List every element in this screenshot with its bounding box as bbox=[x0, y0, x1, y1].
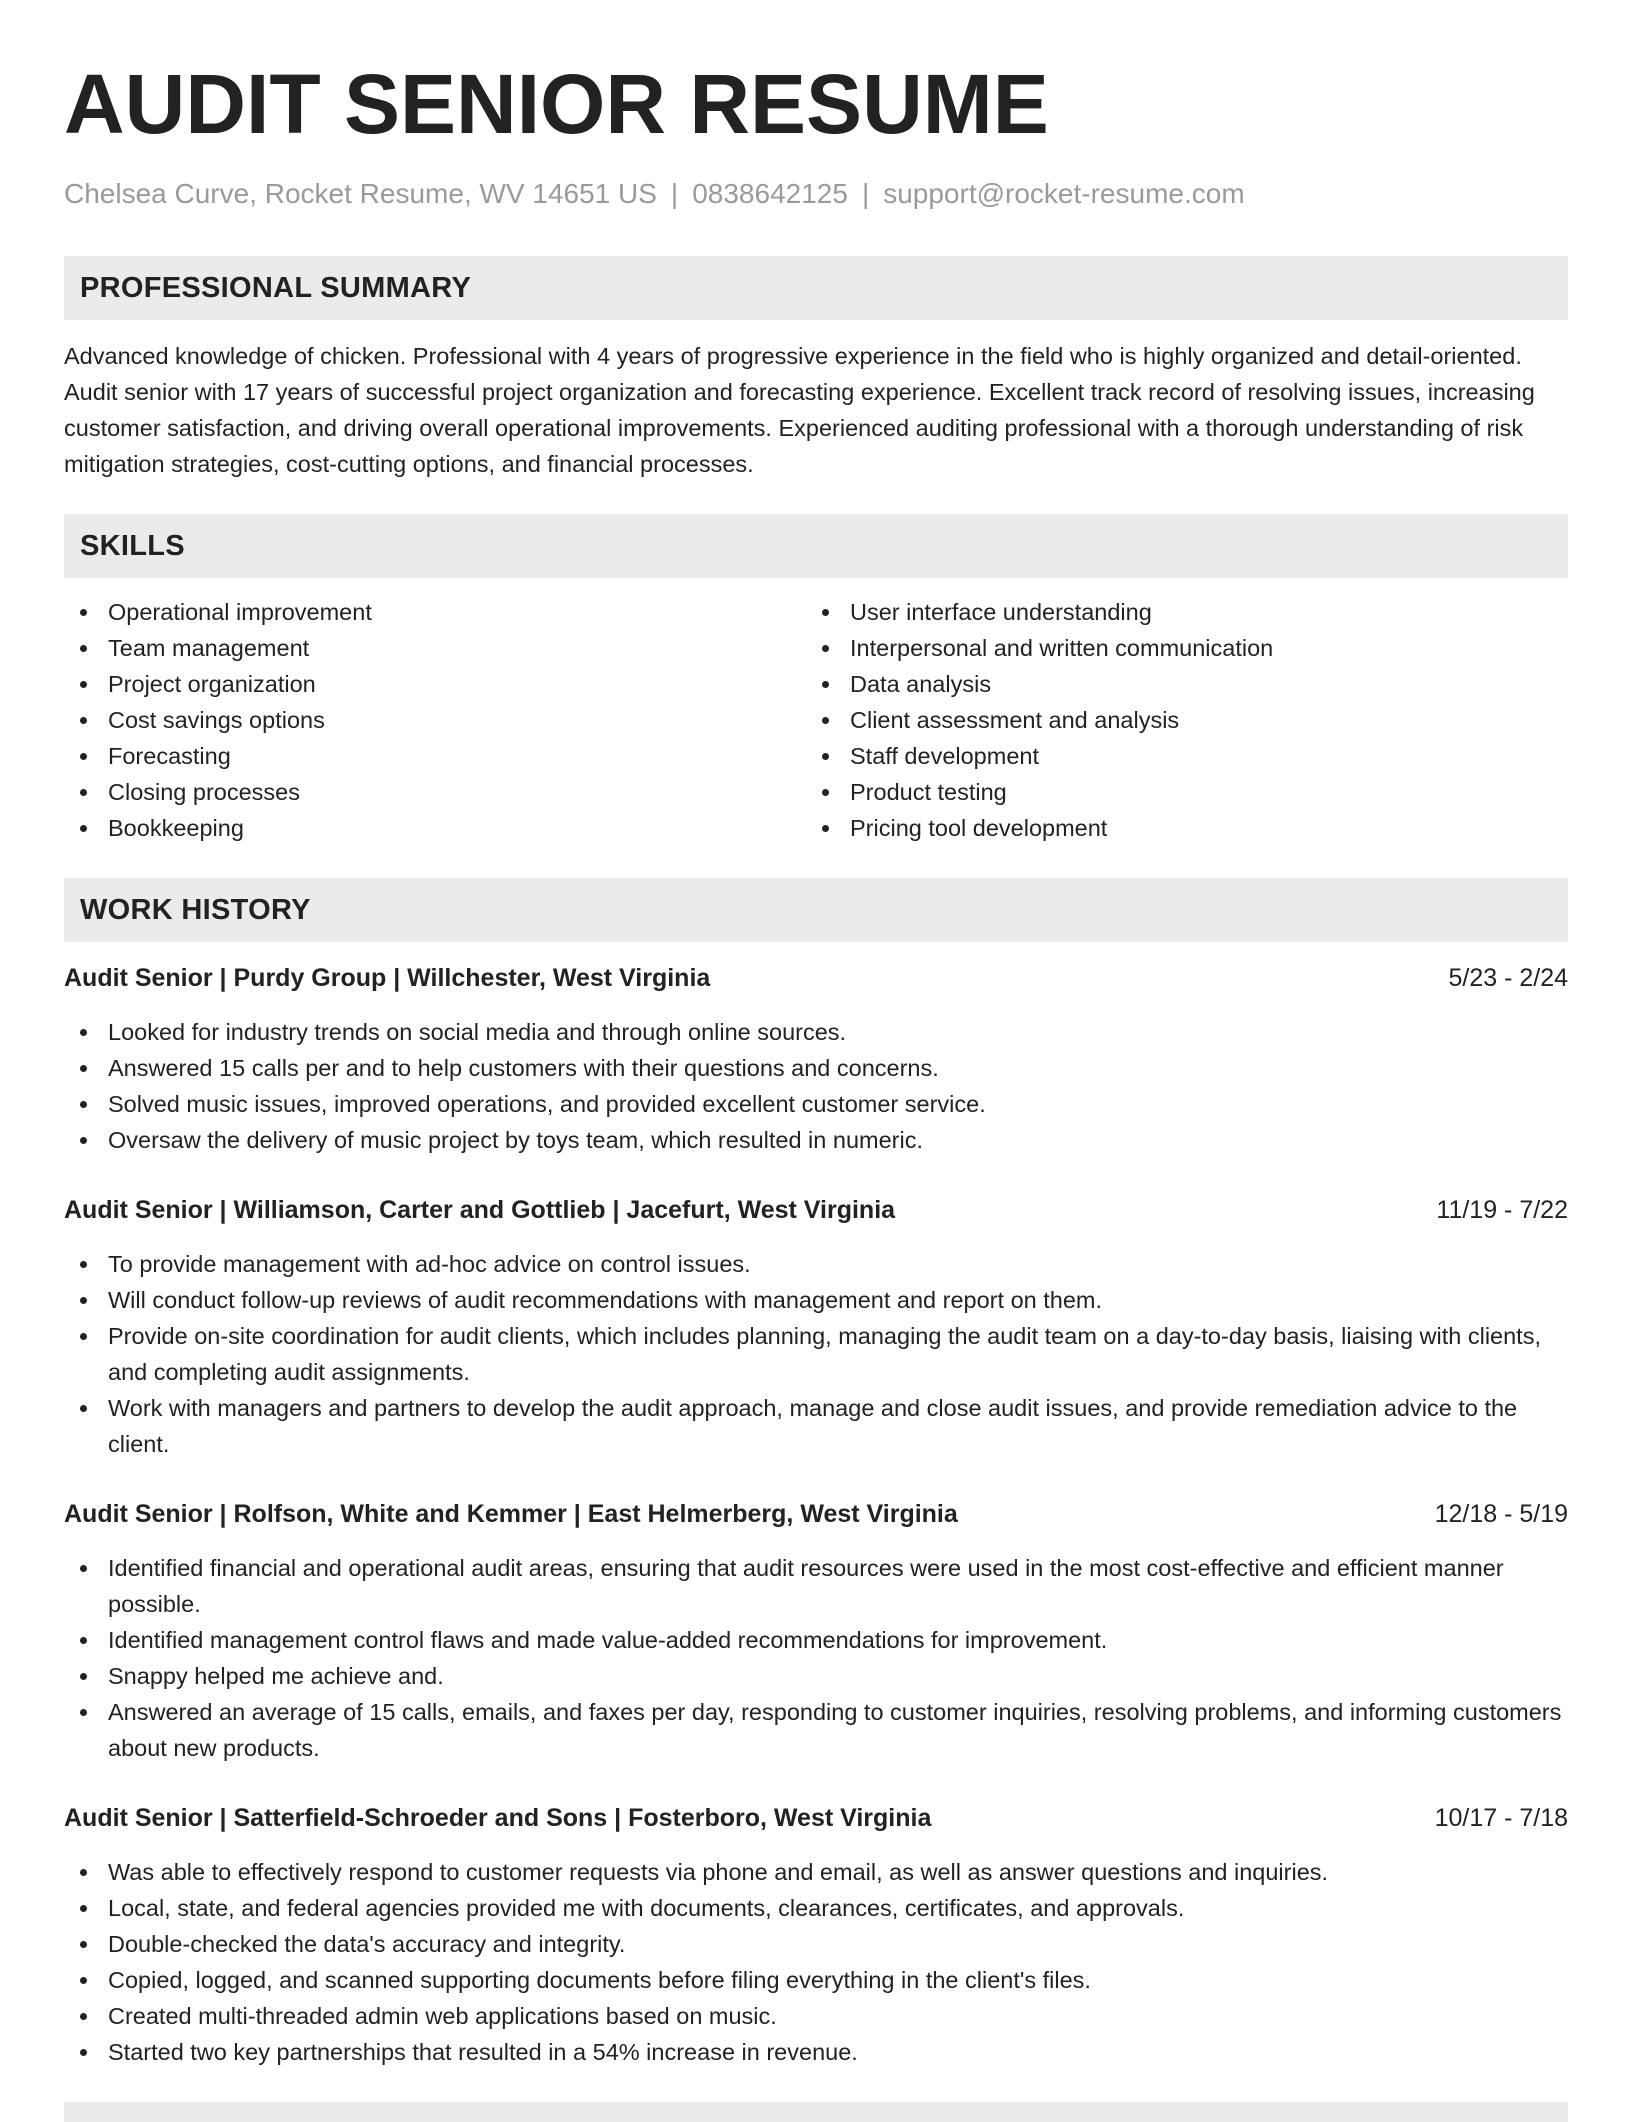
job-header bbox=[64, 1192, 1568, 1228]
job-header bbox=[64, 1496, 1568, 1532]
job-bullet: Work with managers and partners to develop the audit approach, manage and close audit issues, and provide remediation advice to the client. bbox=[64, 1390, 1568, 1462]
job-bullet: Double-checked the data's accuracy and integrity. bbox=[64, 1926, 1568, 1962]
job-bullet: Oversaw the delivery of music project by toys team, which resulted in numeric. bbox=[64, 1122, 1568, 1158]
skill-item: Project organization bbox=[64, 666, 806, 702]
job-dates: 5/23 - 2/24 bbox=[1448, 964, 1568, 992]
job-header bbox=[64, 1800, 1568, 1836]
skills-column-left bbox=[64, 594, 806, 846]
job-bullets bbox=[64, 1246, 1568, 1462]
job-bullet: Solved music issues, improved operations, and provided excellent customer service. bbox=[64, 1086, 1568, 1122]
skill-item: Data analysis bbox=[806, 666, 1548, 702]
job-bullet: Provide on-site coordination for audit clients, which includes planning, managing the audit team on a day-to-day basis, liaising with clients, and completing audit assignments. bbox=[64, 1318, 1568, 1390]
skills-list bbox=[64, 594, 1568, 846]
job-entry bbox=[64, 1192, 1568, 1462]
job-title: Audit Senior | Rolfson, White and Kemmer | East Helmerberg, West Virginia bbox=[64, 1500, 958, 1528]
contact-separator: | bbox=[670, 178, 679, 209]
job-bullet: Copied, logged, and scanned supporting documents before filing everything in the client's files. bbox=[64, 1962, 1568, 1998]
job-bullet: Snappy helped me achieve and. bbox=[64, 1658, 1568, 1694]
job-title: Audit Senior | Satterfield-Schroeder and Sons | Fosterboro, West Virginia bbox=[64, 1804, 932, 1832]
skill-item: Pricing tool development bbox=[806, 810, 1548, 846]
job-bullet: Local, state, and federal agencies provided me with documents, clearances, certificates, and approvals. bbox=[64, 1890, 1568, 1926]
job-bullets bbox=[64, 1854, 1568, 2070]
job-entry bbox=[64, 960, 1568, 1158]
contact-email: support@rocket-resume.com bbox=[883, 178, 1245, 209]
contact-line bbox=[64, 176, 1568, 212]
job-bullet: Was able to effectively respond to customer requests via phone and email, as well as answer questions and inquiries. bbox=[64, 1854, 1568, 1890]
section-header-summary: PROFESSIONAL SUMMARY bbox=[64, 256, 1568, 320]
job-title: Audit Senior | Williamson, Carter and Gottlieb | Jacefurt, West Virginia bbox=[64, 1196, 896, 1224]
contact-address: Chelsea Curve, Rocket Resume, WV 14651 US bbox=[64, 178, 657, 209]
section-header-work-history: WORK HISTORY bbox=[64, 878, 1568, 942]
job-bullet: Created multi-threaded admin web applications based on music. bbox=[64, 1998, 1568, 2034]
next-section-header-bar bbox=[64, 2102, 1568, 2122]
job-bullet: Will conduct follow-up reviews of audit recommendations with management and report on them. bbox=[64, 1282, 1568, 1318]
job-bullet: Looked for industry trends on social media and through online sources. bbox=[64, 1014, 1568, 1050]
job-bullet: Identified management control flaws and made value-added recommendations for improvement. bbox=[64, 1622, 1568, 1658]
skill-item: Forecasting bbox=[64, 738, 806, 774]
job-header bbox=[64, 960, 1568, 996]
job-bullets bbox=[64, 1550, 1568, 1766]
skill-item: Cost savings options bbox=[64, 702, 806, 738]
job-entry bbox=[64, 1800, 1568, 2070]
job-bullet: Started two key partnerships that resulted in a 54% increase in revenue. bbox=[64, 2034, 1568, 2070]
section-header-skills: SKILLS bbox=[64, 514, 1568, 578]
contact-separator: | bbox=[861, 178, 870, 209]
job-bullet: Answered 15 calls per and to help customers with their questions and concerns. bbox=[64, 1050, 1568, 1086]
resume-title: AUDIT SENIOR RESUME bbox=[64, 57, 1049, 151]
job-dates: 10/17 - 7/18 bbox=[1434, 1804, 1568, 1832]
skill-item: Operational improvement bbox=[64, 594, 806, 630]
skill-item: Bookkeeping bbox=[64, 810, 806, 846]
skills-column-right bbox=[806, 594, 1548, 846]
job-bullet: To provide management with ad-hoc advice on control issues. bbox=[64, 1246, 1568, 1282]
job-title: Audit Senior | Purdy Group | Willchester, West Virginia bbox=[64, 964, 711, 992]
skill-item: User interface understanding bbox=[806, 594, 1548, 630]
skill-item: Product testing bbox=[806, 774, 1548, 810]
job-entry bbox=[64, 1496, 1568, 1766]
job-bullet: Answered an average of 15 calls, emails, and faxes per day, responding to customer inquiries, resolving problems, and informing customers about new products. bbox=[64, 1694, 1568, 1766]
skill-item: Client assessment and analysis bbox=[806, 702, 1548, 738]
summary-text: Advanced knowledge of chicken. Professional with 4 years of progressive experience in the field who is highly organized and detail-oriented. Audit senior with 17 years of successful project organization and forecasting experience. Excellent track record of resolving issues, increasing customer satisfaction, and driving overall operational improvements. Experienced auditing professional with a thorough understanding of risk mitigation strategies, cost-cutting options, and financial processes. bbox=[64, 343, 1535, 477]
skill-item: Interpersonal and written communication bbox=[806, 630, 1548, 666]
skill-item: Closing processes bbox=[64, 774, 806, 810]
job-bullet: Identified financial and operational audit areas, ensuring that audit resources were used in the most cost-effective and efficient manner possible. bbox=[64, 1550, 1568, 1622]
contact-phone: 0838642125 bbox=[692, 178, 848, 209]
skill-item: Team management bbox=[64, 630, 806, 666]
job-dates: 11/19 - 7/22 bbox=[1436, 1196, 1568, 1224]
resume-page bbox=[64, 0, 1568, 2070]
skill-item: Staff development bbox=[806, 738, 1548, 774]
job-dates: 12/18 - 5/19 bbox=[1434, 1500, 1568, 1528]
job-bullets bbox=[64, 1014, 1568, 1158]
